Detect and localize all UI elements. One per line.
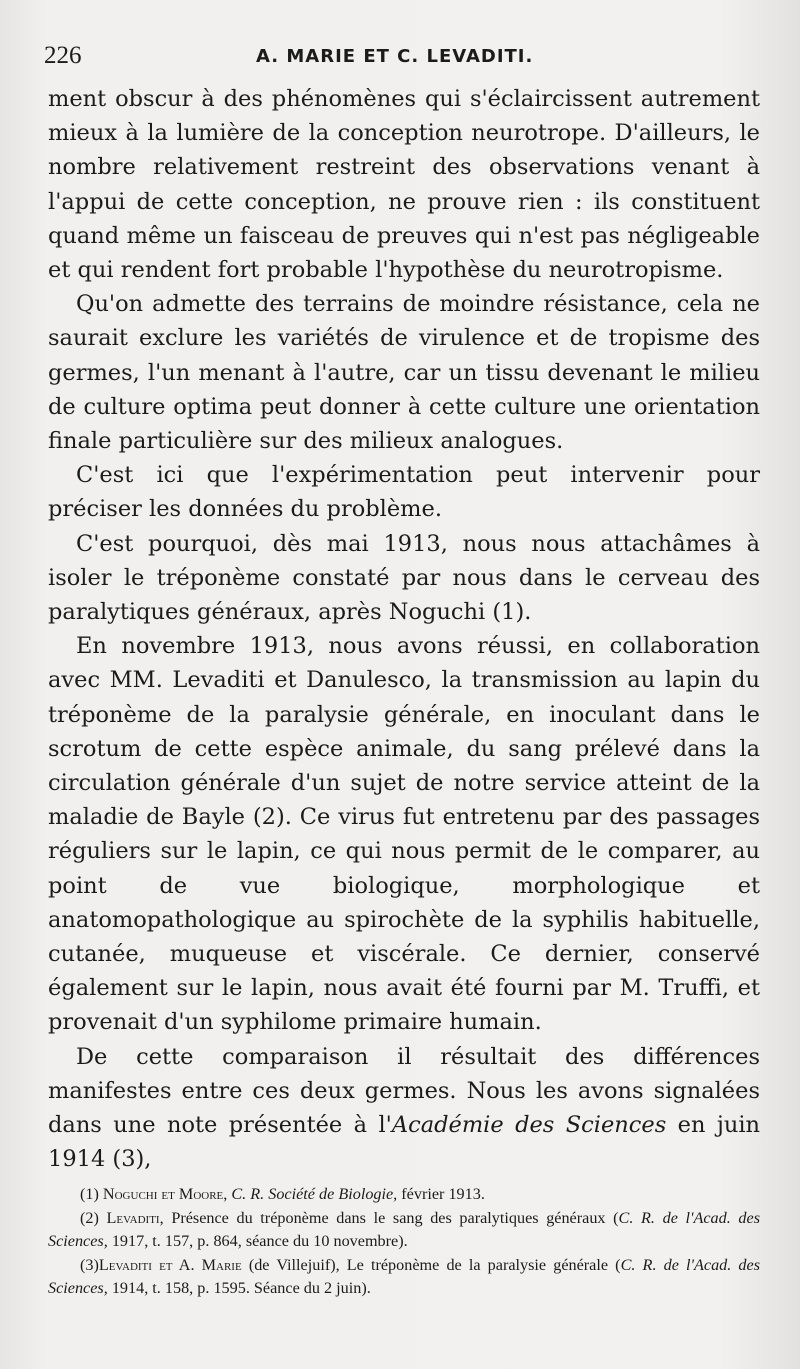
- footnotes: [48, 1183, 760, 1301]
- paragraph: ment obscur à des phénomènes qui s'éclaircissent autrement mieux à la lumière de la conception neurotrope. D'ailleurs, le nombre relativement restreint des observations venant à l'appui de cette conception, ne prouve rien : ils constituent quand même un faisceau de preuves qui n'est pas négligeable et qui rendent fort probable l'hypothèse du neurotropisme.: [48, 86, 760, 284]
- paragraph: C'est ici que l'expérimentation peut intervenir pour préciser les données du problème.: [48, 462, 760, 523]
- footnote-number: (1): [80, 1185, 99, 1203]
- footnote-source: C. R. Société de Biologie,: [231, 1185, 398, 1203]
- paragraph: C'est pourquoi, dès mai 1913, nous nous attachâmes à isoler le tréponème constaté par nous dans le cerveau des paralytiques généraux, après Noguchi (1).: [48, 530, 760, 626]
- paragraph: En novembre 1913, nous avons réussi, en collaboration avec MM. Levaditi et Danulesco, la transmission au lapin du tréponème de la paralysie générale, en inoculant dans le scrotum de cette espèce animale, du sang prélevé dans la circulation générale d'un sujet de notre service atteint de la maladie de Bayle (2). Ce virus fut entretenu par des passages réguliers sur le lapin, ce qui nous permit de le comparer, au point de vue biologique, morphologique et anatomopathologique au spirochète de la syphilis habituelle, cutanée, muqueuse et viscérale. Ce dernier, conservé également sur le lapin, nous avait été fourni par M. Truffi, et provenait d'un syphilome primaire humain.: [48, 633, 760, 1036]
- paragraph-text: en juin 1914 (3),: [48, 1112, 761, 1173]
- paragraph: Qu'on admette des terrains de moindre résistance, cela ne saurait exclure les variétés de virulence et de tropisme des germes, l'un menant à l'autre, car un tissu devenant le milieu de culture optima peut donner à cette culture une orientation finale particulière sur des milieux analogues.: [48, 291, 760, 455]
- footnote-source: C. R. de l'Acad. des Sciences,: [48, 1208, 761, 1250]
- footnote-number: (3): [80, 1255, 99, 1274]
- footnote-1: [48, 1183, 760, 1207]
- footnote-authors: Noguchi et Moore,: [102, 1185, 228, 1203]
- footnote-3: [48, 1254, 760, 1301]
- page-number: 226: [44, 42, 82, 69]
- journal-name: Académie des Sciences: [391, 1112, 667, 1139]
- paragraph-text: De cette comparaison il résultait des différences manifestes entre ces deux germes. Nous les avons signalées dans une note présentée à l': [48, 1043, 760, 1139]
- paragraph: [48, 1040, 760, 1177]
- footnote-rest: 1914, t. 158, p. 1595. Séance du 2 juin).: [111, 1279, 371, 1297]
- footnote-source: C. R. de l'Acad. des Sciences,: [48, 1255, 761, 1297]
- footnote-title: Présence du tréponème dans le sang des paralytiques généraux (: [171, 1208, 619, 1227]
- footnote-number: (2): [80, 1208, 99, 1227]
- body-text: [48, 82, 760, 1177]
- page-header: [44, 42, 760, 76]
- running-head: A. MARIE ET C. LEVADITI.: [256, 46, 534, 67]
- footnote-authors: Levaditi,: [106, 1208, 164, 1227]
- footnote-rest: 1917, t. 157, p. 864, séance du 10 novembre).: [111, 1232, 408, 1250]
- footnote-rest: février 1913.: [401, 1185, 485, 1203]
- footnote-title: (de Villejuif), Le tréponème de la paralysie générale (: [248, 1255, 621, 1274]
- footnote-authors: Levaditi et A. Marie: [98, 1255, 242, 1274]
- footnote-2: [48, 1207, 760, 1254]
